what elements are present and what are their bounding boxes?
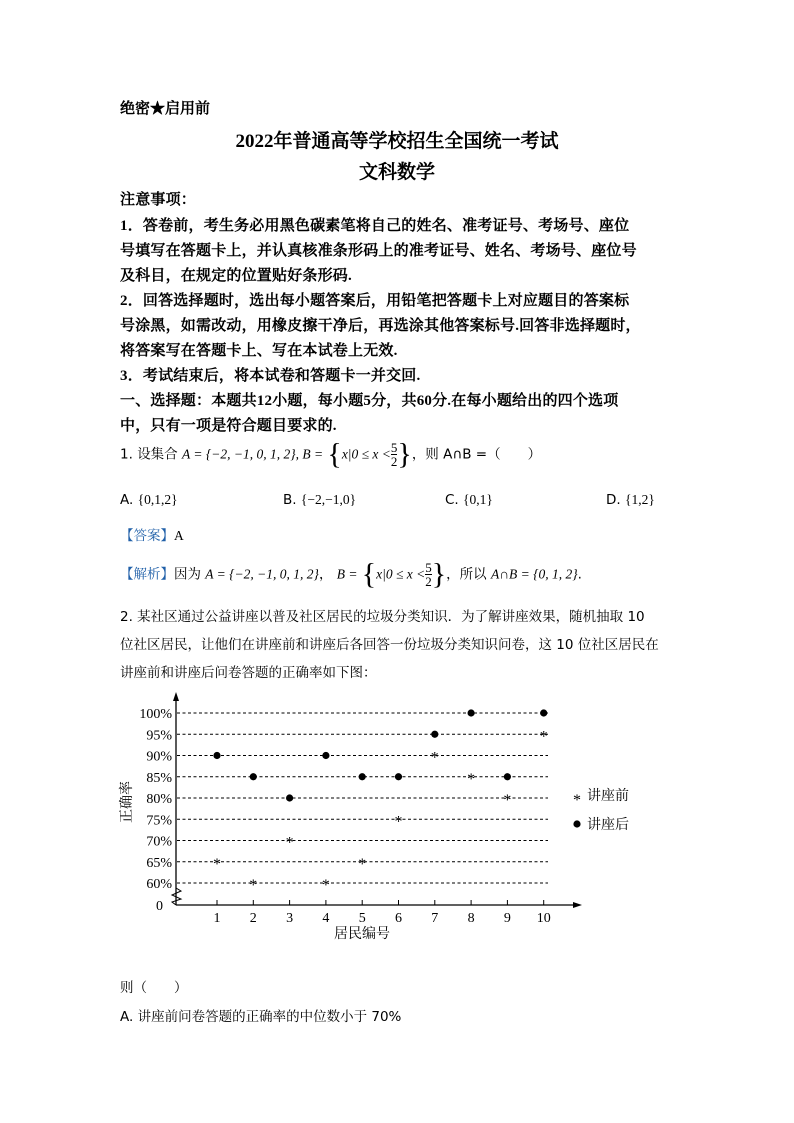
right-brace: } <box>397 437 412 471</box>
y-tick-label: 60% <box>146 877 172 892</box>
section-heading-cont: 中，只有一项是符合题目要求的. <box>120 418 337 434</box>
question-suffix: ，则 A∩B =（ ） <box>411 446 542 463</box>
x-tick-labels <box>214 900 551 926</box>
note-line: 2．回答选择题时，选出每小题答案后，用铅笔把答题卡上对应题目的答案标 <box>120 293 630 309</box>
after-lecture-point <box>468 709 475 716</box>
after-lecture-point <box>431 731 438 738</box>
question-number: 1. <box>120 446 133 463</box>
x-tick-label: 1 <box>213 911 221 926</box>
note-line: 号填写在答题卡上，并认真核准条形码上的准考证号、姓名、考场号、座位号 <box>120 243 637 259</box>
y-tick-label: 0 <box>156 899 163 914</box>
before-lecture-point: * <box>213 855 221 873</box>
question-2-line: 讲座前和讲座后问卷答题的正确率如下图： <box>120 665 377 681</box>
analysis-tag: 【解析】 <box>120 566 174 583</box>
before-lecture-point: * <box>394 813 403 831</box>
after-lecture-point <box>250 773 257 780</box>
after-lecture-point <box>359 773 366 780</box>
before-lecture-point: * <box>358 855 367 873</box>
y-tick-label: 75% <box>146 813 172 829</box>
note-line: 1．答卷前，考生务必用黑色碳素笔将自己的姓名、准考证号、考场号、座位 <box>120 218 630 234</box>
option-d[interactable]: D. {1,2} <box>606 492 655 508</box>
y-tick-label: 90% <box>146 749 172 765</box>
left-brace: { <box>327 437 342 471</box>
answer-tag: 【答案】 <box>120 528 174 544</box>
note-line: 3．考试结束后，将本试卷和答题卡一并交回. <box>120 368 421 384</box>
x-tick-label: 8 <box>467 911 475 926</box>
x-tick-label: 6 <box>395 911 402 926</box>
before-lecture-point: * <box>321 877 330 894</box>
legend-before-label: 讲座前 <box>587 789 629 804</box>
exam-subject: 文科数学 <box>358 162 435 183</box>
after-lecture-point <box>504 773 511 780</box>
before-lecture-point: * <box>539 728 548 746</box>
x-tick-label: 10 <box>536 911 551 926</box>
after-lecture-point <box>540 709 547 716</box>
before-lecture-point: * <box>503 792 512 809</box>
question-2-then: 则（ ） <box>120 980 188 996</box>
set-a: A = {−2, −1, 0, 1, 2} <box>181 446 296 462</box>
before-lecture-point: * <box>285 834 294 852</box>
x-tick-label: 9 <box>503 911 511 926</box>
note-line: 号涂黑，如需改动，用橡皮擦干净后，再选涂其他答案标号.回答非选择题时， <box>120 318 641 334</box>
y-axis-label: 正确率 <box>120 781 135 823</box>
option-b[interactable]: B. {−2,−1,0} <box>283 492 357 508</box>
question-2-line: 2. 某社区通过公益讲座以普及社区居民的垃圾分类知识．为了解讲座效果，随机抽取 10 <box>120 609 645 625</box>
answer-value: A <box>174 528 184 543</box>
after-lecture-point <box>395 773 402 780</box>
y-tick-label: 65% <box>146 855 172 871</box>
y-tick-labels <box>139 707 172 914</box>
question-2-line: 位社区居民，让他们在讲座前和讲座后各回答一份垃圾分类知识问卷，这 10 位社区居民在 <box>120 637 659 653</box>
option-a[interactable]: A. {0,1,2} <box>120 492 178 508</box>
legend-after-label: 讲座后 <box>587 818 629 833</box>
data-points <box>213 709 548 894</box>
set-b-lhs: , B = <box>295 446 324 462</box>
before-lecture-point: * <box>430 749 439 767</box>
analysis-line: 【解析】因为 A = {−2, −1, 0, 1, 2}， B = {x|0 ≤ x < $\frac{5}{2}$ }，所以 A∩B = {0, 1, 2}. <box>120 557 582 591</box>
after-lecture-point <box>213 752 220 759</box>
x-tick-label: 7 <box>431 911 439 926</box>
question-prefix: 设集合 <box>137 446 178 463</box>
section-heading: 一、选择题：本题共12小题，每小题5分，共60分.在每小题给出的四个选项 <box>120 393 619 409</box>
x-tick-label: 2 <box>249 911 257 926</box>
y-tick-label: 95% <box>146 728 172 744</box>
fraction: $\frac{5}{2}$ <box>390 440 398 469</box>
x-tick-label: 5 <box>358 911 366 926</box>
before-lecture-point: * <box>467 770 476 788</box>
option-c[interactable]: C. {0,1} <box>445 492 493 508</box>
note-line: 将答案写在答题卡上、写在本试卷上无效. <box>120 343 398 359</box>
y-axis-arrow <box>173 692 179 701</box>
x-axis-label: 居民编号 <box>334 927 390 942</box>
y-tick-label: 70% <box>146 834 172 850</box>
x-tick-label: 4 <box>322 911 330 926</box>
after-lecture-point <box>286 794 293 801</box>
x-tick-label: 3 <box>286 911 294 926</box>
after-lecture-point <box>322 752 329 759</box>
chart-legend <box>573 788 629 833</box>
before-lecture-point: * <box>249 877 258 894</box>
note-line: 及科目，在规定的位置贴好条形码. <box>120 268 352 284</box>
y-tick-label: 85% <box>146 770 172 786</box>
set-b-condition: x|0 ≤ x < <box>341 446 391 462</box>
notes-heading: 注意事项： <box>120 192 197 208</box>
confidential-label: 绝密★启用前 <box>120 101 211 117</box>
legend-after-icon <box>573 820 580 827</box>
y-tick-label: 100% <box>139 707 172 722</box>
y-tick-label: 80% <box>146 792 172 807</box>
exam-title: 2022年普通高等学校招生全国统一考试 <box>235 131 559 152</box>
question-2-option-a[interactable]: A. 讲座前问卷答题的正确率的中位数小于 70% <box>120 1009 402 1025</box>
x-axis-arrow <box>573 902 582 908</box>
legend-before-icon: * <box>573 792 581 809</box>
